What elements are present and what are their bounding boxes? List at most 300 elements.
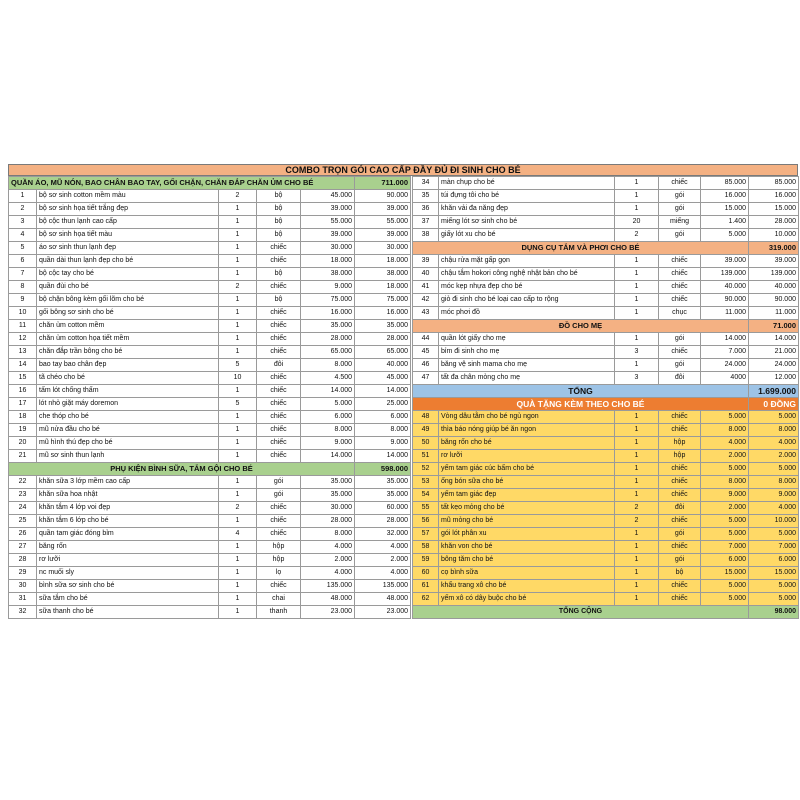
table-cell: 28.000	[749, 216, 799, 229]
table-cell: móc phơi đồ	[439, 307, 615, 320]
table-cell: mũ hình thú đẹp cho bé	[37, 437, 219, 450]
table-cell: 1	[615, 580, 659, 593]
table-row	[413, 229, 799, 242]
table-cell: 2	[615, 229, 659, 242]
table-cell: 12	[9, 333, 37, 346]
table-cell: miếng	[659, 216, 701, 229]
table-cell: sữa thanh cho bé	[37, 606, 219, 619]
table-cell: 62	[413, 593, 439, 606]
table-cell: chiếc	[257, 450, 301, 463]
table-cell: 1	[219, 606, 257, 619]
price-sheet	[8, 164, 798, 634]
table-cell: 8.000	[749, 476, 799, 489]
table-cell: bông tăm cho bé	[439, 554, 615, 567]
table-cell: 1	[615, 554, 659, 567]
table-row	[9, 541, 411, 554]
table-cell: 8.000	[301, 359, 355, 372]
table-cell: 14.000	[355, 385, 411, 398]
table-cell: 8.000	[701, 476, 749, 489]
table-cell: 4.000	[749, 502, 799, 515]
table-cell: 40.000	[749, 281, 799, 294]
table-cell: rơ lưỡi	[439, 450, 615, 463]
table-cell: 1	[219, 307, 257, 320]
table-cell: chậu rửa mặt gấp gọn	[439, 255, 615, 268]
table-cell: gói	[659, 229, 701, 242]
table-cell: chiếc	[257, 372, 301, 385]
table-cell: 14.000	[701, 333, 749, 346]
table-cell: 1	[219, 580, 257, 593]
table-row	[413, 307, 799, 320]
table-row	[9, 437, 411, 450]
table-cell: 85.000	[749, 177, 799, 190]
table-cell: chiếc	[257, 385, 301, 398]
table-cell: 54	[413, 489, 439, 502]
table-cell: 1	[219, 333, 257, 346]
table-cell: 35.000	[355, 320, 411, 333]
table-cell: hộp	[257, 541, 301, 554]
table-cell: 8.000	[301, 424, 355, 437]
table-cell: 5.000	[301, 398, 355, 411]
table-cell: 14.000	[355, 450, 411, 463]
table-cell: yếm tam giác cúc bấm cho bé	[439, 463, 615, 476]
table-cell: 53	[413, 476, 439, 489]
table-row	[413, 541, 799, 554]
table-row	[413, 203, 799, 216]
table-cell: chiếc	[659, 255, 701, 268]
table-cell: 4.000	[355, 567, 411, 580]
table-cell: che thóp cho bé	[37, 411, 219, 424]
table-cell: 12.000	[749, 372, 799, 385]
section-header-gifts	[413, 398, 799, 411]
table-cell: 1	[219, 489, 257, 502]
table-cell: sữa tắm cho bé	[37, 593, 219, 606]
table-cell: 18	[9, 411, 37, 424]
table-cell: 5.000	[701, 580, 749, 593]
table-cell: 1	[219, 346, 257, 359]
table-cell: 60.000	[355, 502, 411, 515]
table-cell: TỔNG CỘNG	[413, 606, 749, 619]
table-cell: 2	[615, 502, 659, 515]
table-cell: bao tay bao chân đẹp	[37, 359, 219, 372]
table-cell: 28.000	[355, 333, 411, 346]
table-row	[9, 424, 411, 437]
table-cell: 1	[219, 567, 257, 580]
table-cell: 1	[615, 437, 659, 450]
table-cell: khăn sữa 3 lớp mềm cao cấp	[37, 476, 219, 489]
table-cell: 1	[615, 190, 659, 203]
table-cell: 20	[9, 437, 37, 450]
table-cell: quần dài thun lạnh đẹp cho bé	[37, 255, 219, 268]
table-cell: 1	[219, 554, 257, 567]
table-cell: mũ sơ sinh thun lạnh	[37, 450, 219, 463]
table-cell: bình sữa sơ sinh cho bé	[37, 580, 219, 593]
table-cell: 19	[9, 424, 37, 437]
table-cell: đôi	[659, 372, 701, 385]
table-cell: 1	[615, 450, 659, 463]
table-cell: 38.000	[301, 268, 355, 281]
table-cell: 2.000	[701, 450, 749, 463]
table-row	[9, 359, 411, 372]
table-cell: mũ nửa đầu cho bé	[37, 424, 219, 437]
table-cell: bộ cộc tay cho bé	[37, 268, 219, 281]
table-cell: 1	[219, 216, 257, 229]
table-cell: 16	[9, 385, 37, 398]
table-cell: 35.000	[355, 476, 411, 489]
table-cell: khăn tắm 6 lớp cho bé	[37, 515, 219, 528]
table-cell: đôi	[659, 502, 701, 515]
table-row	[413, 216, 799, 229]
table-cell: tất đa chân mỏng cho mẹ	[439, 372, 615, 385]
table-row	[9, 203, 411, 216]
table-cell: khăn vải đa năng đẹp	[439, 203, 615, 216]
table-cell: 23.000	[301, 606, 355, 619]
table-cell: màn chụp cho bé	[439, 177, 615, 190]
table-cell: QUÀ TẶNG KÈM THEO CHO BÉ	[413, 398, 749, 411]
table-cell: 3	[615, 372, 659, 385]
table-row	[413, 411, 799, 424]
table-cell: 21.000	[749, 346, 799, 359]
table-cell: 139.000	[701, 268, 749, 281]
table-cell: 40.000	[701, 281, 749, 294]
table-row	[9, 190, 411, 203]
table-cell: quần tam giác đóng bỉm	[37, 528, 219, 541]
table-row	[413, 424, 799, 437]
table-row	[9, 281, 411, 294]
table-cell: chiếc	[257, 281, 301, 294]
table-cell: 1	[219, 411, 257, 424]
table-cell: 1	[219, 320, 257, 333]
table-cell: 2.000	[355, 554, 411, 567]
table-cell: 30.000	[301, 502, 355, 515]
table-cell: 39.000	[355, 203, 411, 216]
table-cell: bộ sơ sinh họa tiết màu	[37, 229, 219, 242]
table-cell: khăn von cho bé	[439, 541, 615, 554]
table-row	[413, 489, 799, 502]
table-cell: 1	[615, 489, 659, 502]
table-cell: chiếc	[659, 580, 701, 593]
table-cell: 85.000	[701, 177, 749, 190]
table-cell: chiếc	[257, 515, 301, 528]
table-cell: 11.000	[701, 307, 749, 320]
table-row	[9, 346, 411, 359]
table-cell: 5	[219, 398, 257, 411]
table-cell: quần lót giấy cho mẹ	[439, 333, 615, 346]
table-cell: 10	[219, 372, 257, 385]
table-cell: 1	[219, 268, 257, 281]
table-cell: 8.000	[355, 424, 411, 437]
table-cell: 5.000	[701, 528, 749, 541]
table-cell: 55.000	[301, 216, 355, 229]
table-cell: ĐỒ CHO MẸ	[413, 320, 749, 333]
table-cell: bộ chặn bông kèm gối lõm cho bé	[37, 294, 219, 307]
table-cell: 52	[413, 463, 439, 476]
table-cell: chiếc	[659, 411, 701, 424]
table-cell: 1	[219, 450, 257, 463]
table-cell: 4.000	[301, 541, 355, 554]
table-cell: 35.000	[301, 320, 355, 333]
table-cell: bộ	[659, 567, 701, 580]
table-cell: 14	[9, 359, 37, 372]
section-header-bath	[413, 242, 799, 255]
table-row	[413, 554, 799, 567]
table-cell: 28	[9, 554, 37, 567]
table-cell: chiếc	[659, 294, 701, 307]
table-cell: 39.000	[301, 229, 355, 242]
table-cell: 90.000	[701, 294, 749, 307]
table-row	[413, 437, 799, 450]
table-cell: chiếc	[659, 515, 701, 528]
table-cell: khăn sữa hoa nhật	[37, 489, 219, 502]
table-row	[413, 502, 799, 515]
table-row	[9, 372, 411, 385]
table-row	[413, 268, 799, 281]
table-cell: 1	[219, 255, 257, 268]
table-cell: 4.500	[301, 372, 355, 385]
table-cell: 1	[615, 528, 659, 541]
table-cell: 2.000	[701, 502, 749, 515]
table-cell: thanh	[257, 606, 301, 619]
table-cell: móc kẹp nhựa đẹp cho bé	[439, 281, 615, 294]
table-row	[9, 411, 411, 424]
table-cell: 35.000	[301, 476, 355, 489]
table-cell: 56	[413, 515, 439, 528]
table-cell: rơ lưỡi	[37, 554, 219, 567]
table-cell: 75.000	[301, 294, 355, 307]
table-cell: hộp	[257, 554, 301, 567]
table-cell: 1	[9, 190, 37, 203]
table-cell: 57	[413, 528, 439, 541]
table-cell: cọ bình sữa	[439, 567, 615, 580]
table-cell: 1	[615, 268, 659, 281]
table-row	[9, 528, 411, 541]
table-cell: chiếc	[659, 463, 701, 476]
table-cell: 6.000	[301, 411, 355, 424]
table-cell: 65.000	[355, 346, 411, 359]
table-cell: 32	[9, 606, 37, 619]
table-cell: bộ sơ sinh cotton mềm màu	[37, 190, 219, 203]
table-cell: 40	[413, 268, 439, 281]
table-row	[413, 190, 799, 203]
table-cell: 4000	[701, 372, 749, 385]
table-row	[9, 450, 411, 463]
table-cell: 4.000	[701, 437, 749, 450]
table-cell: 1	[615, 177, 659, 190]
table-cell: QUẦN ÁO, MŨ NÓN, BAO CHÂN BAO TAY, GỐI CHẶN, CHĂN ĐẮP CHĂN ỦM CHO BÉ	[9, 177, 355, 190]
table-cell: 48	[413, 411, 439, 424]
table-cell: 48.000	[301, 593, 355, 606]
table-cell: 39	[413, 255, 439, 268]
table-cell: 50	[413, 437, 439, 450]
table-cell: 5.000	[701, 229, 749, 242]
table-cell: miếng lót sơ sinh cho bé	[439, 216, 615, 229]
table-cell: 27	[9, 541, 37, 554]
table-cell: chiếc	[257, 255, 301, 268]
table-cell: chiếc	[659, 489, 701, 502]
table-cell: PHỤ KIỆN BÌNH SỮA, TẮM GỘI CHO BÉ	[9, 463, 355, 476]
table-cell: 5.000	[749, 593, 799, 606]
table-cell: 5.000	[701, 411, 749, 424]
table-cell: 34	[413, 177, 439, 190]
table-cell: 7.000	[749, 541, 799, 554]
table-cell: 1	[615, 359, 659, 372]
table-cell: 25.000	[355, 398, 411, 411]
table-cell: 21	[9, 450, 37, 463]
table-cell: 8.000	[701, 424, 749, 437]
table-cell: lót nhỏ giặt máy doremon	[37, 398, 219, 411]
table-cell: 39.000	[301, 203, 355, 216]
table-row	[413, 281, 799, 294]
table-cell: 35	[413, 190, 439, 203]
table-cell: 32.000	[355, 528, 411, 541]
table-cell: 3	[615, 346, 659, 359]
table-cell: lọ	[257, 567, 301, 580]
table-cell: chăn ủm cotton mềm	[37, 320, 219, 333]
table-cell: 7.000	[701, 541, 749, 554]
table-cell: 1	[615, 281, 659, 294]
table-cell: 1	[219, 541, 257, 554]
table-cell: 2	[219, 281, 257, 294]
table-cell: 1	[615, 203, 659, 216]
table-cell: 26	[9, 528, 37, 541]
table-cell: 71.000	[749, 320, 799, 333]
table-cell: tấm lót chống thấm	[37, 385, 219, 398]
table-cell: 14.000	[749, 333, 799, 346]
table-cell: 55.000	[355, 216, 411, 229]
table-cell: 35.000	[301, 489, 355, 502]
table-cell: giỏ đi sinh cho bé loại cao cấp to rộng	[439, 294, 615, 307]
table-row	[9, 593, 411, 606]
right-table	[412, 176, 799, 619]
table-cell: 1	[219, 203, 257, 216]
table-cell: chiếc	[659, 268, 701, 281]
table-cell: 2	[219, 502, 257, 515]
table-cell: 2	[9, 203, 37, 216]
table-cell: chiếc	[257, 502, 301, 515]
table-cell: thìa báo nóng giúp bé ăn ngon	[439, 424, 615, 437]
table-cell: 58	[413, 541, 439, 554]
table-row	[413, 359, 799, 372]
table-row	[9, 489, 411, 502]
table-cell: 3	[9, 216, 37, 229]
table-row	[9, 242, 411, 255]
table-cell: chiếc	[257, 307, 301, 320]
table-row	[9, 333, 411, 346]
table-cell: giấy lót xu cho bé	[439, 229, 615, 242]
table-cell: chiếc	[659, 177, 701, 190]
table-cell: 1	[615, 567, 659, 580]
table-cell: chiếc	[659, 346, 701, 359]
table-cell: gói	[659, 333, 701, 346]
table-cell: 9.000	[355, 437, 411, 450]
table-cell: 47	[413, 372, 439, 385]
table-cell: 6	[9, 255, 37, 268]
table-cell: 24.000	[701, 359, 749, 372]
table-cell: 44	[413, 333, 439, 346]
table-row	[413, 177, 799, 190]
table-cell: 42	[413, 294, 439, 307]
table-cell: 4	[219, 528, 257, 541]
table-cell: 65.000	[301, 346, 355, 359]
table-row	[9, 307, 411, 320]
table-cell: Vòng dâu tằm cho bé ngủ ngon	[439, 411, 615, 424]
table-cell: chiếc	[257, 398, 301, 411]
table-cell: 61	[413, 580, 439, 593]
table-cell: 9.000	[749, 489, 799, 502]
table-cell: 30.000	[301, 242, 355, 255]
table-cell: 22	[9, 476, 37, 489]
table-cell: 16.000	[301, 307, 355, 320]
table-cell: 1	[219, 229, 257, 242]
grand-total-row	[413, 606, 799, 619]
table-cell: 39.000	[701, 255, 749, 268]
table-cell: gói	[257, 476, 301, 489]
table-row	[9, 294, 411, 307]
table-row	[9, 554, 411, 567]
table-cell: 90.000	[749, 294, 799, 307]
table-cell: 9	[9, 294, 37, 307]
table-cell: chiếc	[257, 424, 301, 437]
table-cell: 5.000	[749, 580, 799, 593]
table-cell: bộ cộc thun lạnh cao cấp	[37, 216, 219, 229]
table-cell: DỤNG CỤ TẮM VÀ PHƠI CHO BÉ	[413, 242, 749, 255]
table-cell: 15.000	[701, 567, 749, 580]
table-cell: chiếc	[659, 476, 701, 489]
table-cell: 8	[9, 281, 37, 294]
table-row	[413, 333, 799, 346]
table-cell: 1	[219, 437, 257, 450]
table-cell: chiếc	[257, 580, 301, 593]
table-cell: chiếc	[257, 346, 301, 359]
table-row	[413, 463, 799, 476]
table-cell: 2	[615, 515, 659, 528]
table-cell: bộ	[257, 268, 301, 281]
table-cell: áo sơ sinh thun lạnh đẹp	[37, 242, 219, 255]
table-cell: chiếc	[257, 411, 301, 424]
table-cell: 39.000	[355, 229, 411, 242]
table-cell: 1	[615, 411, 659, 424]
table-cell: gối bông sơ sinh cho bé	[37, 307, 219, 320]
table-cell: tã chéo cho bé	[37, 372, 219, 385]
table-cell: 38.000	[355, 268, 411, 281]
table-cell: băng vệ sinh mama cho mẹ	[439, 359, 615, 372]
table-cell: chiếc	[257, 333, 301, 346]
left-table	[8, 176, 411, 619]
table-cell: hộp	[659, 450, 701, 463]
table-row	[413, 346, 799, 359]
section-header-clothing	[9, 177, 411, 190]
table-cell: 16.000	[701, 190, 749, 203]
table-cell: 4.000	[301, 567, 355, 580]
table-cell: 11	[9, 320, 37, 333]
table-cell: 9.000	[701, 489, 749, 502]
table-cell: 5.000	[749, 411, 799, 424]
table-cell: ống bón sữa cho bé	[439, 476, 615, 489]
table-cell: 5	[219, 359, 257, 372]
table-cell: 18.000	[355, 281, 411, 294]
table-cell: bộ	[257, 216, 301, 229]
table-cell: 1.699.000	[749, 385, 799, 398]
table-cell: quần đùi cho bé	[37, 281, 219, 294]
table-cell: 5.000	[701, 463, 749, 476]
table-cell: 4	[9, 229, 37, 242]
table-cell: 16.000	[355, 307, 411, 320]
table-cell: chiếc	[659, 281, 701, 294]
table-cell: chiếc	[257, 528, 301, 541]
table-cell: 1	[615, 593, 659, 606]
table-cell: 40.000	[355, 359, 411, 372]
table-row	[9, 320, 411, 333]
table-row	[413, 255, 799, 268]
